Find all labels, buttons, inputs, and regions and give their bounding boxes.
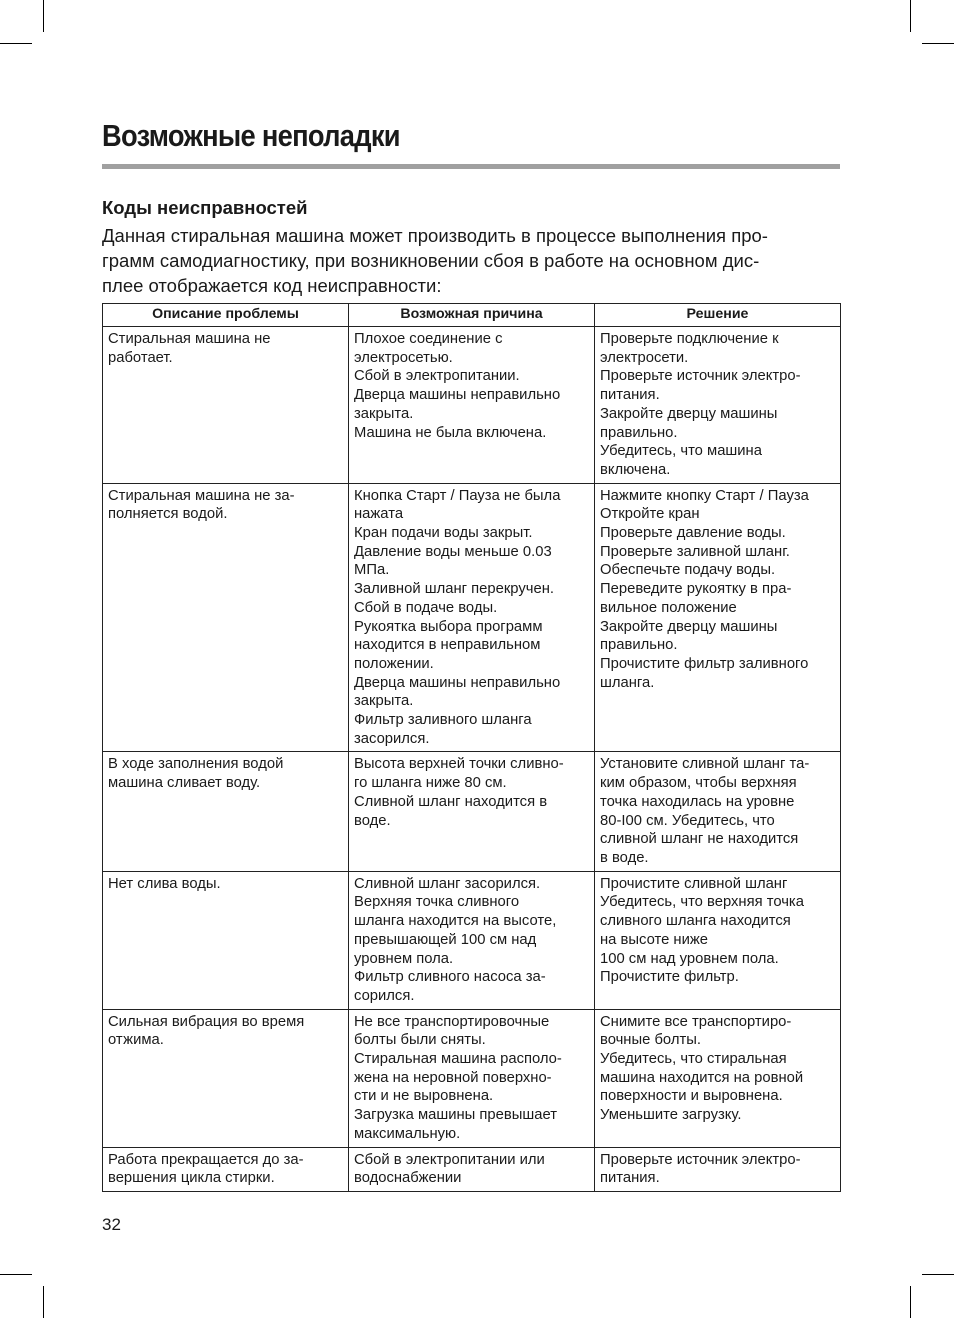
- cell-line: 80-I00 см. Убедитесь, что: [600, 812, 775, 829]
- cell-line: правильно.: [600, 637, 678, 654]
- column-header-cause: Возможная причина: [349, 304, 595, 327]
- cell-line: Проверьте источник электро-: [600, 1151, 801, 1168]
- solution-cell: [595, 483, 841, 752]
- intro-paragraph: [102, 223, 842, 298]
- cell-line: Не все транспортировочные: [354, 1013, 550, 1030]
- table-row: [103, 871, 841, 1009]
- cell-line: Проверьте давление воды.: [600, 525, 786, 542]
- problem-cell: [103, 483, 349, 752]
- cell-line: Стиральная машина располо-: [354, 1051, 562, 1068]
- cell-line: Переведите рукоятку в пра-: [600, 581, 792, 598]
- problem-cell: [103, 1009, 349, 1147]
- solution-cell: [595, 1147, 841, 1191]
- cell-line: Стиральная машина не за-: [108, 487, 295, 504]
- cell-line: полняется водой.: [108, 506, 228, 523]
- cell-line: Проверьте подключение к: [600, 331, 779, 347]
- cell-line: Стиральная машина не: [108, 331, 271, 347]
- crop-mark: [922, 1274, 954, 1275]
- cell-line: Машина не была включена.: [354, 424, 547, 441]
- solution-cell: [595, 871, 841, 1009]
- cell-line: Нажмите кнопку Старт / Пауза: [600, 487, 809, 504]
- table-row: [103, 1009, 841, 1147]
- cell-line: точка находилась на уровне: [600, 793, 795, 810]
- crop-mark: [43, 1286, 44, 1318]
- cell-line: Проверьте заливной шланг.: [600, 543, 790, 560]
- fault-codes-table: [102, 303, 841, 1192]
- problem-cell: [103, 327, 349, 484]
- cell-line: Рукоятка выбора программ: [354, 618, 543, 635]
- cell-line: засорился.: [354, 730, 430, 747]
- cell-line: сти и не выровнена.: [354, 1088, 494, 1105]
- cell-line: машина находится на ровной: [600, 1069, 804, 1086]
- cell-line: Кран подачи воды закрыт.: [354, 525, 533, 542]
- cell-line: сливной шланг не находится: [600, 831, 799, 848]
- cell-line: Работа прекращается до за-: [108, 1151, 304, 1168]
- cause-cell: [349, 483, 595, 752]
- cell-line: Убедитесь, что машина: [600, 443, 762, 460]
- cell-line: болты были сняты.: [354, 1032, 486, 1049]
- cell-line: питания.: [600, 1170, 660, 1187]
- cell-line: Закройте дверцу машины: [600, 618, 778, 635]
- cell-line: Кнопка Старт / Пауза не была: [354, 487, 561, 504]
- cell-line: вершения цикла стирки.: [108, 1170, 275, 1187]
- cell-line: Загрузка машины превышает: [354, 1107, 557, 1124]
- crop-mark: [43, 0, 44, 32]
- cause-cell: [349, 871, 595, 1009]
- cell-line: Сливной шланг находится в: [354, 793, 548, 810]
- title-underline: [102, 164, 840, 169]
- cell-line: Убедитесь, что верхняя точка: [600, 894, 804, 911]
- cell-line: машина сливает воду.: [108, 775, 261, 792]
- cell-line: Сбой в электропитании или: [354, 1151, 545, 1168]
- crop-mark: [0, 43, 32, 44]
- cell-line: максимальную.: [354, 1125, 461, 1142]
- table-row: [103, 752, 841, 871]
- crop-mark: [0, 1274, 32, 1275]
- cell-line: сорился.: [354, 987, 415, 1004]
- cell-line: Фильтр сливного насоса за-: [354, 969, 546, 986]
- cell-line: Плохое соединение с: [354, 331, 503, 347]
- problem-cell: [103, 871, 349, 1009]
- crop-mark: [922, 43, 954, 44]
- cell-line: шланга находится на высоте,: [354, 913, 557, 930]
- cell-line: Сбой в электропитании.: [354, 368, 520, 385]
- cell-line: превышающей 100 см над: [354, 931, 537, 948]
- problem-cell: [103, 1147, 349, 1191]
- cell-line: сливного шланга находится: [600, 913, 791, 930]
- cell-line: электросети.: [600, 349, 689, 366]
- cell-line: Заливной шланг перекручен.: [354, 581, 554, 598]
- cell-line: Проверьте источник электро-: [600, 368, 801, 385]
- cell-line: Прочистите сливной шланг: [600, 875, 788, 892]
- cell-line: воде.: [354, 812, 391, 829]
- cell-line: Прочистите фильтр.: [600, 969, 739, 986]
- cell-line: Закройте дверцу машины: [600, 405, 778, 422]
- cell-line: вильное положение: [600, 599, 737, 616]
- cell-line: правильно.: [600, 424, 678, 441]
- cell-line: Снимите все транспортиро-: [600, 1013, 792, 1030]
- cause-cell: [349, 752, 595, 871]
- cell-line: работает.: [108, 349, 173, 366]
- cell-line: Высота верхней точки сливно-: [354, 756, 564, 773]
- cell-line: Нет слива воды.: [108, 875, 221, 892]
- section-heading: Коды неисправностей: [102, 197, 308, 218]
- cell-line: Дверца машины неправильно: [354, 387, 561, 404]
- solution-cell: [595, 1009, 841, 1147]
- cell-line: Прочистите фильтр заливного: [600, 655, 809, 672]
- table-row: [103, 1147, 841, 1191]
- cell-line: уровнем пола.: [354, 950, 454, 967]
- cell-line: на высоте ниже: [600, 931, 708, 948]
- cause-cell: [349, 327, 595, 484]
- problem-cell: [103, 752, 349, 871]
- cell-line: го шланга ниже 80 см.: [354, 775, 507, 792]
- cell-line: включена.: [600, 461, 671, 478]
- cell-line: питания.: [600, 387, 660, 404]
- cell-line: находится в неправильном: [354, 637, 541, 654]
- cell-line: отжима.: [108, 1032, 164, 1049]
- cell-line: Давление воды меньше 0.03: [354, 543, 552, 560]
- cell-line: жена на неровной поверхно-: [354, 1069, 552, 1086]
- table-header-row: [103, 304, 841, 327]
- cell-line: Обеспечьте подачу воды.: [600, 562, 776, 579]
- cell-line: положении.: [354, 655, 434, 672]
- cause-cell: [349, 1147, 595, 1191]
- table-body: [103, 327, 841, 1192]
- cell-line: В ходе заполнения водой: [108, 756, 284, 773]
- cell-line: Фильтр заливного шланга: [354, 712, 532, 729]
- cell-line: нажата: [354, 506, 404, 523]
- cell-line: вочные болты.: [600, 1032, 701, 1049]
- cell-line: Убедитесь, что стиральная: [600, 1051, 787, 1068]
- cell-line: шланга.: [600, 674, 655, 691]
- cell-line: ким образом, чтобы верхняя: [600, 775, 797, 792]
- cell-line: поверхности и выровнена.: [600, 1088, 783, 1105]
- intro-line: плее отображается код неисправности:: [102, 275, 442, 296]
- crop-mark: [910, 0, 911, 32]
- cell-line: водоснабжении: [354, 1170, 462, 1187]
- solution-cell: [595, 327, 841, 484]
- cell-line: 100 см над уровнем пола.: [600, 950, 779, 967]
- solution-cell: [595, 752, 841, 871]
- column-header-solution: Решение: [595, 304, 841, 327]
- cell-line: Верхняя точка сливного: [354, 894, 520, 911]
- crop-mark: [910, 1286, 911, 1318]
- intro-line: грамм самодиагностику, при возникновении сбоя в работе на основном дис-: [102, 250, 760, 271]
- cell-line: Уменьшите загрузку.: [600, 1107, 742, 1124]
- cause-cell: [349, 1009, 595, 1147]
- column-header-problem: Описание проблемы: [103, 304, 349, 327]
- table-row: [103, 327, 841, 484]
- cell-line: Установите сливной шланг та-: [600, 756, 810, 773]
- intro-line: Данная стиральная машина может производить в процессе выполнения про-: [102, 225, 768, 246]
- table-row: [103, 483, 841, 752]
- page-number: 32: [102, 1215, 121, 1234]
- cell-line: Сливной шланг засорился.: [354, 875, 541, 892]
- cell-line: Сильная вибрация во время: [108, 1013, 305, 1030]
- cell-line: Откройте кран: [600, 506, 700, 523]
- cell-line: Дверца машины неправильно: [354, 674, 561, 691]
- cell-line: в воде.: [600, 849, 649, 866]
- cell-line: закрыта.: [354, 693, 414, 710]
- cell-line: МПа.: [354, 562, 390, 579]
- cell-line: электросетью.: [354, 349, 453, 366]
- cell-line: Сбой в подаче воды.: [354, 599, 498, 616]
- cell-line: закрыта.: [354, 405, 414, 422]
- page-title: Возможные неполадки: [102, 118, 400, 153]
